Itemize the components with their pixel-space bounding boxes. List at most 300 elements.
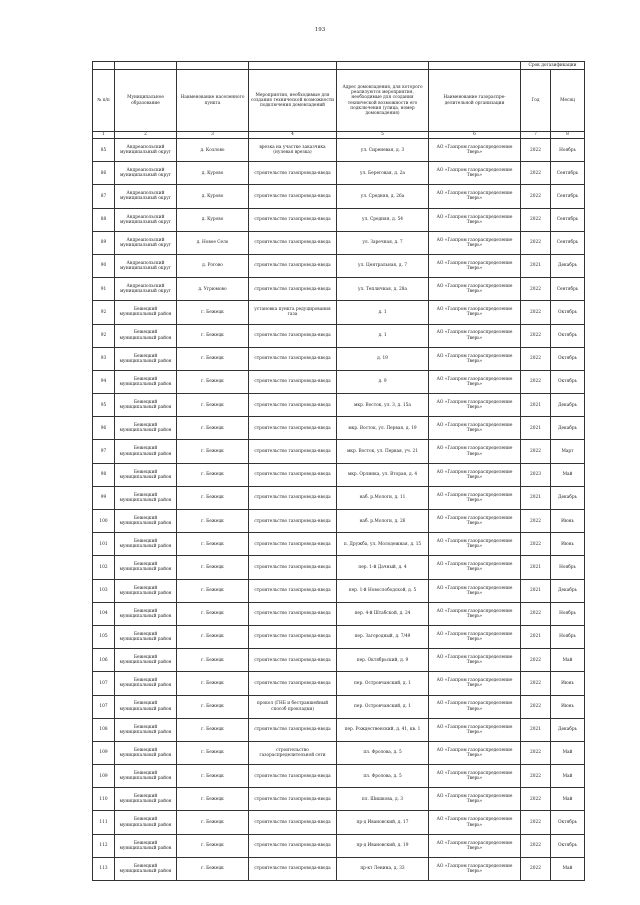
cell-organization: АО «Газпром газораспределение Тверь» (429, 347, 521, 370)
cell-year: 2022 (521, 162, 551, 185)
header-municipality: Муниципальное образование (115, 70, 177, 132)
cell-measures: строительство газопровода-ввода (249, 765, 337, 788)
cell-year: 2022 (521, 765, 551, 788)
cell-measures: строительство газопровода-ввода (249, 533, 337, 556)
cell-settlement: г. Бежецк (177, 556, 249, 579)
cell-address: пер. Октябрьский, д. 9 (337, 649, 429, 672)
table-row (93, 394, 585, 417)
cell-address: пер. Островчанский, д. 1 (337, 695, 429, 718)
cell-row-number: 97 (93, 440, 115, 463)
cell-address: пр-кт Ленина, д. 33 (337, 857, 429, 880)
cell-settlement: г. Бежецк (177, 440, 249, 463)
cell-organization: АО «Газпром газораспределение Тверь» (429, 185, 521, 208)
cell-row-number: 98 (93, 463, 115, 486)
cell-organization: АО «Газпром газораспределение Тверь» (429, 811, 521, 834)
cell-month: Май (551, 765, 585, 788)
page-number: 193 (314, 27, 326, 33)
cell-settlement: г. Бежецк (177, 301, 249, 324)
cell-year: 2021 (521, 579, 551, 602)
cell-settlement: д. Курово (177, 185, 249, 208)
table-row (93, 834, 585, 857)
cell-settlement: г. Бежецк (177, 672, 249, 695)
cell-organization: АО «Газпром газораспределение Тверь» (429, 324, 521, 347)
table-row (93, 324, 585, 347)
cell-municipality: Андреапольский муниципальный округ (115, 278, 177, 301)
cell-address: пл. Шишкова, д. 3 (337, 788, 429, 811)
cell-measures: строительство газопровода-ввода (249, 278, 337, 301)
cell-row-number: 106 (93, 649, 115, 672)
cell-address: д. 1 (337, 301, 429, 324)
cell-address: мкр. Восток, ул. Первая, уч. 21 (337, 440, 429, 463)
cell-measures: прокол (ГНБ и бестраншейный способ прокладки) (249, 695, 337, 718)
cell-organization: АО «Газпром газораспределение Тверь» (429, 370, 521, 393)
cell-row-number: 95 (93, 394, 115, 417)
cell-municipality: Бежецкий муниципальный район (115, 510, 177, 533)
cell-row-number: 87 (93, 185, 115, 208)
cell-month: Декабрь (551, 394, 585, 417)
cell-municipality: Бежецкий муниципальный район (115, 672, 177, 695)
header-blank (177, 62, 249, 70)
cell-address: мкр. Орлинка, ул. Вторая, д. 4 (337, 463, 429, 486)
cell-row-number: 91 (93, 278, 115, 301)
cell-measures: строительство газопровода-ввода (249, 718, 337, 741)
cell-row-number: 92 (93, 324, 115, 347)
cell-municipality: Бежецкий муниципальный район (115, 602, 177, 625)
cell-municipality: Бежецкий муниципальный район (115, 649, 177, 672)
cell-address: ул. Средняя, д. 54 (337, 208, 429, 231)
table-row (93, 486, 585, 509)
cell-measures: врезка на участке заказчика (нулевая врезка) (249, 139, 337, 162)
cell-municipality: Бежецкий муниципальный район (115, 741, 177, 764)
cell-settlement: д. Рогово (177, 254, 249, 277)
cell-row-number: 102 (93, 556, 115, 579)
cell-address: пер. Рождественский, д. 41, кв. 1 (337, 718, 429, 741)
cell-municipality: Бежецкий муниципальный район (115, 834, 177, 857)
cell-organization: АО «Газпром газораспределение Тверь» (429, 533, 521, 556)
table-row (93, 278, 585, 301)
cell-row-number: 94 (93, 370, 115, 393)
cell-organization: АО «Газпром газораспределение Тверь» (429, 394, 521, 417)
cell-organization: АО «Газпром газораспределение Тверь» (429, 625, 521, 648)
cell-year: 2022 (521, 788, 551, 811)
cell-row-number: 107 (93, 672, 115, 695)
cell-year: 2022 (521, 649, 551, 672)
cell-year: 2022 (521, 324, 551, 347)
cell-row-number: 86 (93, 162, 115, 185)
cell-municipality: Бежецкий муниципальный район (115, 347, 177, 370)
table-row (93, 510, 585, 533)
cell-month: Июнь (551, 695, 585, 718)
cell-address: ул. Средняя, д. 26а (337, 185, 429, 208)
cell-settlement: д. Курово (177, 208, 249, 231)
cell-row-number: 96 (93, 417, 115, 440)
cell-organization: АО «Газпром газораспределение Тверь» (429, 672, 521, 695)
cell-settlement: д. Козлово (177, 139, 249, 162)
cell-measures: строительство газопровода-ввода (249, 510, 337, 533)
table-row (93, 649, 585, 672)
cell-municipality: Бежецкий муниципальный район (115, 324, 177, 347)
column-number: 6 (429, 132, 521, 139)
cell-address: ул. Центральная, д. 7 (337, 254, 429, 277)
column-number: 2 (115, 132, 177, 139)
cell-organization: АО «Газпром газораспределение Тверь» (429, 254, 521, 277)
cell-row-number: 111 (93, 811, 115, 834)
column-number: 4 (249, 132, 337, 139)
cell-address: пер. 1-й Дачный, д. 4 (337, 556, 429, 579)
cell-row-number: 103 (93, 579, 115, 602)
cell-row-number: 85 (93, 139, 115, 162)
cell-organization: АО «Газпром газораспределение Тверь» (429, 741, 521, 764)
header-settlement: Наименование населенного пункта (177, 70, 249, 132)
table-row (93, 765, 585, 788)
column-number: 3 (177, 132, 249, 139)
table-row (93, 556, 585, 579)
cell-month: Май (551, 463, 585, 486)
header-month: Месяц (551, 70, 585, 132)
cell-settlement: г. Бежецк (177, 811, 249, 834)
cell-organization: АО «Газпром газораспределение Тверь» (429, 857, 521, 880)
cell-organization: АО «Газпром газораспределение Тверь» (429, 765, 521, 788)
cell-month: Июнь (551, 533, 585, 556)
cell-measures: строительство газопровода-ввода (249, 579, 337, 602)
table-row (93, 301, 585, 324)
cell-address: пл. Фролова, д. 5 (337, 741, 429, 764)
cell-measures: строительство газопровода-ввода (249, 208, 337, 231)
cell-year: 2021 (521, 394, 551, 417)
cell-address: д. 1 (337, 324, 429, 347)
cell-address: пер. Островчанский, д. 1 (337, 672, 429, 695)
table-row (93, 231, 585, 254)
cell-municipality: Бежецкий муниципальный район (115, 486, 177, 509)
header-address: Адрес домовладения, для которого реализуются мероприятия, необходимые для создания технической возможности его подключения (улица, номер домовладения) (337, 70, 429, 132)
cell-month: Декабрь (551, 579, 585, 602)
cell-organization: АО «Газпром газораспределение Тверь» (429, 463, 521, 486)
cell-settlement: г. Бежецк (177, 417, 249, 440)
cell-settlement: г. Бежецк (177, 695, 249, 718)
cell-measures: строительство газопровода-ввода (249, 463, 337, 486)
cell-month: Сентябрь (551, 162, 585, 185)
column-number: 5 (337, 132, 429, 139)
cell-month: Сентябрь (551, 278, 585, 301)
table-row (93, 672, 585, 695)
header-measures: Мероприятия, необходимые для создания технической возможности подключения домовладений (249, 70, 337, 132)
table-row (93, 811, 585, 834)
cell-row-number: 89 (93, 231, 115, 254)
header-blank (429, 62, 521, 70)
cell-year: 2022 (521, 672, 551, 695)
cell-address: пл. Фролова, д. 5 (337, 765, 429, 788)
cell-settlement: д. Курово (177, 162, 249, 185)
cell-month: Май (551, 788, 585, 811)
cell-address: ул. Сиреневая, д. 3 (337, 139, 429, 162)
cell-settlement: г. Бежецк (177, 718, 249, 741)
table-row (93, 788, 585, 811)
cell-organization: АО «Газпром газораспределение Тверь» (429, 695, 521, 718)
cell-organization: АО «Газпром газораспределение Тверь» (429, 301, 521, 324)
cell-row-number: 110 (93, 788, 115, 811)
cell-year: 2021 (521, 486, 551, 509)
cell-row-number: 88 (93, 208, 115, 231)
cell-settlement: г. Бежецк (177, 324, 249, 347)
cell-measures: установка пункта редуцирования газа (249, 301, 337, 324)
cell-municipality: Андреапольский муниципальный округ (115, 254, 177, 277)
table-row (93, 440, 585, 463)
cell-municipality: Бежецкий муниципальный район (115, 579, 177, 602)
cell-municipality: Андреапольский муниципальный округ (115, 208, 177, 231)
cell-address: ул. Заречная, д. 7 (337, 231, 429, 254)
cell-measures: строительство газопровода-ввода (249, 486, 337, 509)
table-row (93, 625, 585, 648)
cell-row-number: 112 (93, 834, 115, 857)
cell-address: ул. Тепличная, д. 28а (337, 278, 429, 301)
header-deadline-group: Срок догазификации (521, 62, 585, 70)
table-row (93, 741, 585, 764)
header-blank (337, 62, 429, 70)
cell-address: мкр. Восток, ул. Первая, д. 19 (337, 417, 429, 440)
cell-month: Октябрь (551, 834, 585, 857)
cell-year: 2022 (521, 741, 551, 764)
cell-year: 2022 (521, 301, 551, 324)
cell-row-number: 99 (93, 486, 115, 509)
cell-settlement: д. Новое Село (177, 231, 249, 254)
cell-year: 2021 (521, 417, 551, 440)
cell-settlement: г. Бежецк (177, 463, 249, 486)
cell-address: пер. 4-й Штабской, д. 24 (337, 602, 429, 625)
cell-year: 2022 (521, 533, 551, 556)
cell-municipality: Андреапольский муниципальный округ (115, 231, 177, 254)
cell-year: 2023 (521, 463, 551, 486)
cell-year: 2022 (521, 278, 551, 301)
header-blank (249, 62, 337, 70)
cell-organization: АО «Газпром газораспределение Тверь» (429, 788, 521, 811)
table-row (93, 857, 585, 880)
cell-year: 2022 (521, 834, 551, 857)
cell-organization: АО «Газпром газораспределение Тверь» (429, 556, 521, 579)
header-blank (93, 62, 115, 70)
cell-municipality: Бежецкий муниципальный район (115, 788, 177, 811)
cell-organization: АО «Газпром газораспределение Тверь» (429, 834, 521, 857)
cell-measures: строительство газопровода-ввода (249, 834, 337, 857)
cell-municipality: Бежецкий муниципальный район (115, 718, 177, 741)
cell-month: Март (551, 440, 585, 463)
column-number: 7 (521, 132, 551, 139)
cell-settlement: г. Бежецк (177, 579, 249, 602)
cell-settlement: г. Бежецк (177, 347, 249, 370)
cell-measures: строительство газопровода-ввода (249, 185, 337, 208)
header-row-main (93, 70, 585, 132)
header-year: Год (521, 70, 551, 132)
cell-row-number: 105 (93, 625, 115, 648)
cell-measures: строительство газопровода-ввода (249, 625, 337, 648)
cell-month: Сентябрь (551, 208, 585, 231)
cell-organization: АО «Газпром газораспределение Тверь» (429, 417, 521, 440)
cell-address: ул. Береговая, д. 2а (337, 162, 429, 185)
cell-measures: строительство газопровода-ввода (249, 162, 337, 185)
cell-municipality: Бежецкий муниципальный район (115, 301, 177, 324)
cell-municipality: Андреапольский муниципальный округ (115, 185, 177, 208)
cell-settlement: г. Бежецк (177, 370, 249, 393)
cell-measures: строительство газораспределительной сети (249, 741, 337, 764)
cell-month: Декабрь (551, 486, 585, 509)
cell-organization: АО «Газпром газораспределение Тверь» (429, 440, 521, 463)
cell-measures: строительство газопровода-ввода (249, 231, 337, 254)
cell-measures: строительство газопровода-ввода (249, 788, 337, 811)
cell-organization: АО «Газпром газораспределение Тверь» (429, 208, 521, 231)
cell-organization: АО «Газпром газораспределение Тверь» (429, 649, 521, 672)
cell-address: д. 9 (337, 370, 429, 393)
cell-row-number: 93 (93, 347, 115, 370)
cell-month: Сентябрь (551, 185, 585, 208)
cell-organization: АО «Газпром газораспределение Тверь» (429, 278, 521, 301)
cell-organization: АО «Газпром газораспределение Тверь» (429, 579, 521, 602)
cell-month: Июнь (551, 672, 585, 695)
cell-month: Ноябрь (551, 625, 585, 648)
cell-month: Октябрь (551, 324, 585, 347)
cell-month: Декабрь (551, 718, 585, 741)
cell-row-number: 104 (93, 602, 115, 625)
cell-address: пр-д Ивановский, д. 17 (337, 811, 429, 834)
column-number: 8 (551, 132, 585, 139)
cell-address: наб. р.Мологи, д. 11 (337, 486, 429, 509)
cell-row-number: 100 (93, 510, 115, 533)
table-body (93, 139, 585, 881)
table-row (93, 533, 585, 556)
table-row (93, 463, 585, 486)
cell-year: 2021 (521, 254, 551, 277)
cell-measures: строительство газопровода-ввода (249, 649, 337, 672)
cell-measures: строительство газопровода-ввода (249, 556, 337, 579)
cell-municipality: Бежецкий муниципальный район (115, 811, 177, 834)
cell-settlement: г. Бежецк (177, 533, 249, 556)
table-row (93, 347, 585, 370)
cell-organization: АО «Газпром газораспределение Тверь» (429, 602, 521, 625)
cell-settlement: г. Бежецк (177, 834, 249, 857)
cell-municipality: Бежецкий муниципальный район (115, 765, 177, 788)
cell-month: Декабрь (551, 254, 585, 277)
cell-settlement: г. Бежецк (177, 857, 249, 880)
cell-municipality: Бежецкий муниципальный район (115, 394, 177, 417)
cell-month: Октябрь (551, 811, 585, 834)
cell-measures: строительство газопровода-ввода (249, 811, 337, 834)
table-row (93, 162, 585, 185)
cell-municipality: Бежецкий муниципальный район (115, 695, 177, 718)
cell-settlement: г. Бежецк (177, 394, 249, 417)
cell-measures: строительство газопровода-ввода (249, 857, 337, 880)
cell-month: Октябрь (551, 347, 585, 370)
cell-year: 2022 (521, 231, 551, 254)
cell-municipality: Бежецкий муниципальный район (115, 556, 177, 579)
header-organization: Наименование газораспре-делительной организации (429, 70, 521, 132)
cell-address: д. 19 (337, 347, 429, 370)
cell-year: 2022 (521, 857, 551, 880)
cell-row-number: 107 (93, 695, 115, 718)
table-row (93, 718, 585, 741)
cell-municipality: Андреапольский муниципальный округ (115, 139, 177, 162)
cell-settlement: д. Угрюмово (177, 278, 249, 301)
header-column-numbers (93, 132, 585, 139)
cell-municipality: Бежецкий муниципальный район (115, 533, 177, 556)
table-row (93, 579, 585, 602)
cell-month: Май (551, 649, 585, 672)
cell-row-number: 101 (93, 533, 115, 556)
cell-organization: АО «Газпром газораспределение Тверь» (429, 231, 521, 254)
cell-month: Октябрь (551, 301, 585, 324)
cell-settlement: г. Бежецк (177, 510, 249, 533)
cell-month: Июнь (551, 510, 585, 533)
header-blank (115, 62, 177, 70)
column-number: 1 (93, 132, 115, 139)
cell-measures: строительство газопровода-ввода (249, 254, 337, 277)
cell-settlement: г. Бежецк (177, 741, 249, 764)
cell-month: Май (551, 857, 585, 880)
cell-municipality: Андреапольский муниципальный округ (115, 162, 177, 185)
cell-year: 2022 (521, 695, 551, 718)
cell-month: Май (551, 741, 585, 764)
cell-year: 2022 (521, 811, 551, 834)
header-row-top (93, 62, 585, 70)
cell-address: пр-д Ивановский, д. 19 (337, 834, 429, 857)
cell-organization: АО «Газпром газораспределение Тверь» (429, 162, 521, 185)
table-row (93, 208, 585, 231)
table-row (93, 417, 585, 440)
cell-row-number: 109 (93, 765, 115, 788)
cell-year: 2021 (521, 556, 551, 579)
cell-measures: строительство газопровода-ввода (249, 370, 337, 393)
cell-settlement: г. Бежецк (177, 788, 249, 811)
table-row (93, 139, 585, 162)
table-row (93, 370, 585, 393)
cell-month: Ноябрь (551, 602, 585, 625)
cell-address: пер. Загородный, д. 7/49 (337, 625, 429, 648)
cell-row-number: 113 (93, 857, 115, 880)
cell-municipality: Бежецкий муниципальный район (115, 857, 177, 880)
cell-measures: строительство газопровода-ввода (249, 672, 337, 695)
cell-measures: строительство газопровода-ввода (249, 440, 337, 463)
cell-month: Сентябрь (551, 231, 585, 254)
cell-year: 2022 (521, 185, 551, 208)
cell-measures: строительство газопровода-ввода (249, 394, 337, 417)
cell-measures: строительство газопровода-ввода (249, 324, 337, 347)
cell-year: 2022 (521, 602, 551, 625)
cell-month: Декабрь (551, 417, 585, 440)
cell-year: 2022 (521, 370, 551, 393)
cell-settlement: г. Бежецк (177, 649, 249, 672)
table-row (93, 185, 585, 208)
cell-month: Октябрь (551, 370, 585, 393)
cell-measures: строительство газопровода-ввода (249, 602, 337, 625)
cell-municipality: Бежецкий муниципальный район (115, 625, 177, 648)
cell-organization: АО «Газпром газораспределение Тверь» (429, 510, 521, 533)
cell-year: 2022 (521, 510, 551, 533)
cell-year: 2022 (521, 139, 551, 162)
header-num: № п/п (93, 70, 115, 132)
cell-row-number: 90 (93, 254, 115, 277)
cell-row-number: 108 (93, 718, 115, 741)
gasification-table (92, 61, 585, 881)
cell-settlement: г. Бежецк (177, 486, 249, 509)
cell-year: 2022 (521, 347, 551, 370)
cell-municipality: Бежецкий муниципальный район (115, 463, 177, 486)
cell-year: 2022 (521, 208, 551, 231)
cell-settlement: г. Бежецк (177, 765, 249, 788)
cell-organization: АО «Газпром газораспределение Тверь» (429, 139, 521, 162)
cell-row-number: 92 (93, 301, 115, 324)
cell-year: 2021 (521, 625, 551, 648)
cell-month: Ноябрь (551, 139, 585, 162)
cell-year: 2022 (521, 440, 551, 463)
table-row (93, 602, 585, 625)
cell-municipality: Бежецкий муниципальный район (115, 440, 177, 463)
